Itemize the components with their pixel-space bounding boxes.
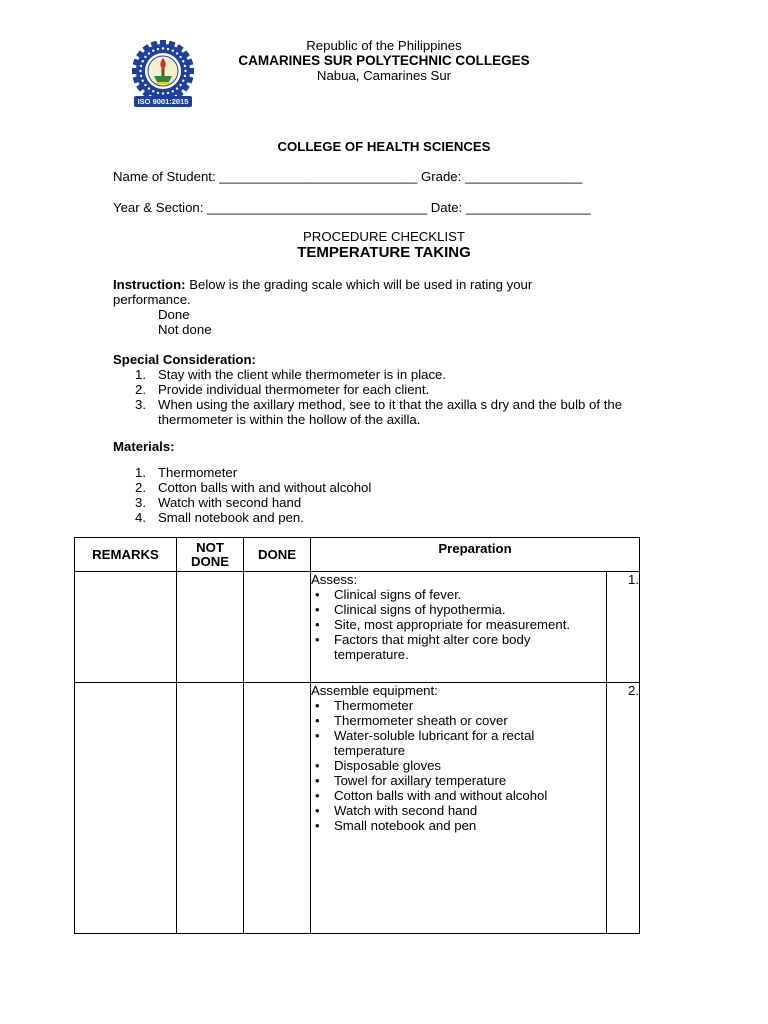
institution-name: CAMARINES SUR POLYTECHNIC COLLEGES — [238, 53, 530, 68]
list-item: 4. Small notebook and pen. — [135, 510, 304, 525]
instruction-text-cont: performance. — [113, 292, 191, 307]
materials-label: Materials: — [113, 439, 175, 454]
step-title: Assess: — [311, 572, 358, 587]
republic-line: Republic of the Philippines — [306, 38, 462, 53]
special-consideration-label: Special Consideration: — [113, 352, 256, 367]
table-row — [75, 572, 640, 683]
not-done-cell[interactable] — [177, 683, 244, 934]
special-consideration-section — [113, 352, 658, 427]
list-item: 1. Stay with the client while thermometer is in place. — [135, 367, 447, 382]
procedure-title: TEMPERATURE TAKING — [297, 244, 471, 261]
preparation-header: Preparation — [311, 538, 640, 572]
remarks-cell[interactable] — [75, 572, 177, 683]
list-item: • Small notebook and pen — [311, 818, 606, 833]
step-description — [311, 683, 607, 934]
table-header-row — [75, 538, 640, 572]
checklist-label: PROCEDURE CHECKLIST — [303, 229, 465, 244]
step-title: Assemble equipment: — [311, 683, 438, 698]
scale-not-done: Not done — [158, 322, 212, 337]
step-number: 1. — [607, 572, 640, 683]
institution-location: Nabua, Camarines Sur — [316, 68, 452, 83]
procedure-checklist-table — [74, 537, 640, 934]
list-item: • Thermometer — [311, 698, 606, 713]
special-consideration-list — [113, 367, 658, 427]
list-item: • Disposable gloves — [311, 758, 606, 773]
step-number: 2. — [607, 683, 640, 934]
not-done-cell[interactable] — [177, 572, 244, 683]
iso-label: ISO 9001:2015 — [137, 97, 189, 106]
list-item: • Clinical signs of hypothermia. — [311, 602, 606, 617]
list-item: 3. When using the axillary method, see to it that the axilla s dry and the bulb of the thermometer is within the hollow of the axilla. — [135, 397, 623, 427]
scale-done: Done — [158, 307, 190, 322]
step-description — [311, 572, 607, 683]
list-item: • Watch with second hand — [311, 803, 606, 818]
list-item: • Site, most appropriate for measurement. — [311, 617, 606, 632]
list-item: • Towel for axillary temperature — [311, 773, 606, 788]
college-name: COLLEGE OF HEALTH SCIENCES — [277, 139, 491, 154]
table-row — [75, 683, 640, 934]
done-cell[interactable] — [244, 683, 311, 934]
list-item: 1. Thermometer — [135, 465, 238, 480]
instruction-section — [113, 277, 658, 337]
list-item: • Cotton balls with and without alcohol — [311, 788, 606, 803]
instruction-label: Instruction: — [113, 277, 186, 292]
instruction-text: Below is the grading scale which will be used in rating your — [185, 277, 533, 292]
done-header: DONE — [244, 538, 311, 572]
list-item: • Factors that might alter core body temperature. — [311, 632, 606, 662]
document-header — [0, 38, 768, 83]
list-item: • Clinical signs of fever. — [311, 587, 606, 602]
materials-section — [113, 439, 658, 525]
materials-list — [113, 465, 658, 525]
list-item: • Water-soluble lubricant for a rectal temperature — [311, 728, 606, 758]
list-item: • Thermometer sheath or cover — [311, 713, 606, 728]
section-date-fields: Year & Section: ______________________________ Date: _________________ — [113, 200, 591, 215]
list-item: 2. Provide individual thermometer for each client. — [135, 382, 430, 397]
list-item: 3. Watch with second hand — [135, 495, 302, 510]
list-item: 2. Cotton balls with and without alcohol — [135, 480, 372, 495]
step-bullets — [311, 698, 606, 833]
remarks-header: REMARKS — [75, 538, 177, 572]
student-grade-fields: Name of Student: ___________________________ Grade: ________________ — [113, 169, 583, 184]
not-done-header: NOT DONE — [177, 538, 244, 572]
remarks-cell[interactable] — [75, 683, 177, 934]
step-bullets — [311, 587, 606, 662]
done-cell[interactable] — [244, 572, 311, 683]
